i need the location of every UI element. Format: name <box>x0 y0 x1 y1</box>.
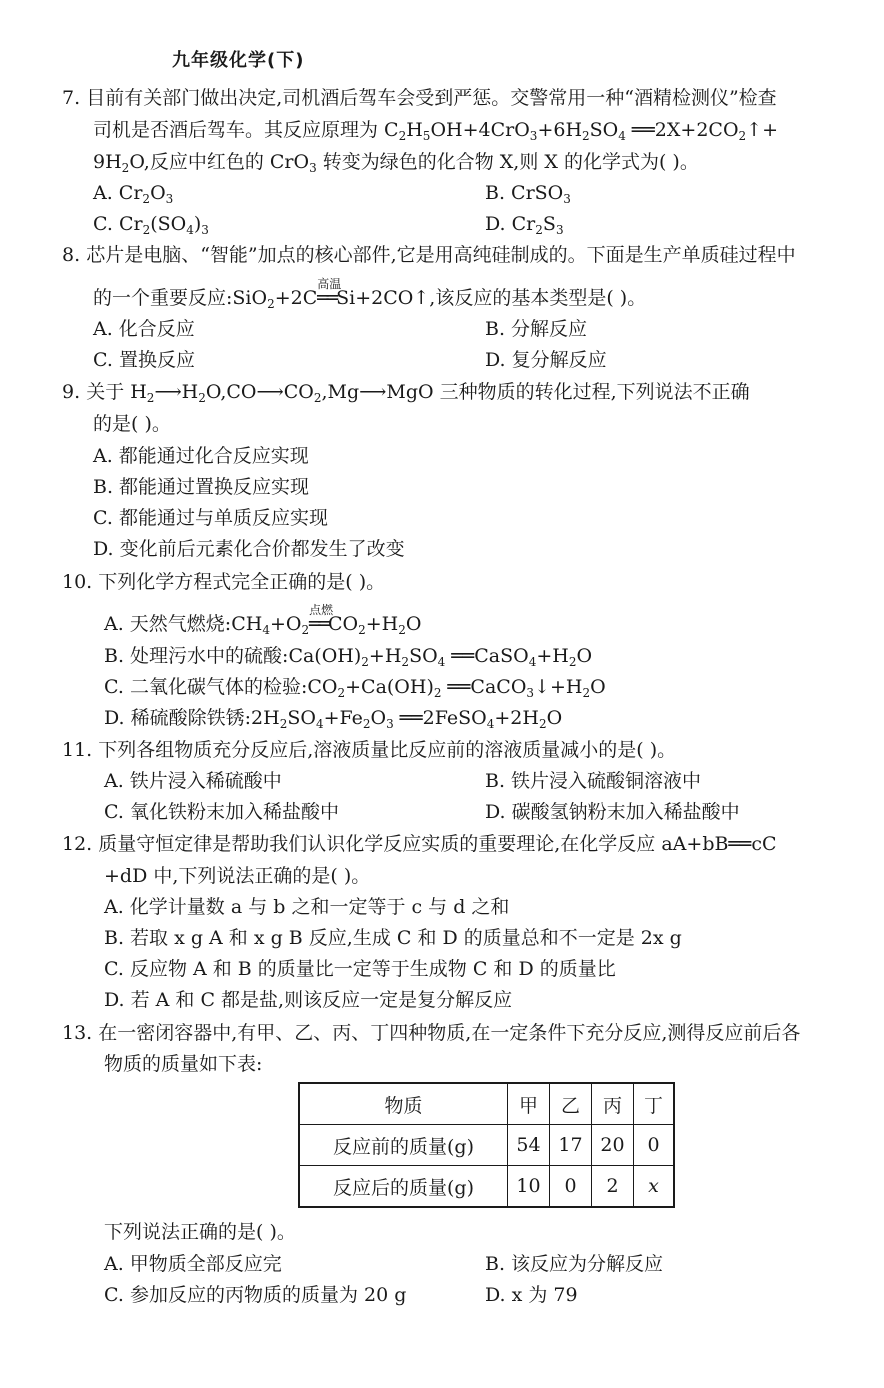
q8-option-b[interactable]: B. 分解反应 <box>485 318 588 340</box>
q13-line2: 物质的质量如下表: <box>104 1053 263 1075</box>
q8-number: 8. <box>62 244 81 266</box>
q12-number: 12. <box>62 833 93 855</box>
q10-option-b[interactable]: B. 处理污水中的硫酸$:Ca(OH)_2+H_2SO_4$ $══CaSO_4+H_2O$ <box>104 645 593 669</box>
q9-line2: 的是( )。 <box>93 413 171 435</box>
q8-option-a[interactable]: A. 化合反应 <box>93 318 195 340</box>
table-header-cell: 丙 <box>592 1083 634 1125</box>
q7-option-c[interactable]: C. $Cr_2(SO_4)_3$ <box>93 213 209 237</box>
q7-line2: 司机是否酒后驾车。其反应原理为 $C_2H_5OH+4CrO_3+6H_2SO_4$ $══2X+2CO_2↑+$ <box>93 119 779 143</box>
q7-option-a[interactable]: A. $Cr_2O_3$ <box>93 182 174 206</box>
table-row <box>299 1125 674 1166</box>
table-cell: 17 <box>550 1125 592 1166</box>
q10-option-a[interactable]: A. 天然气燃烧$:CH_4+O_2$ 点燃 $══CO_2+H_2O$ <box>104 603 422 637</box>
q8-condition: 高温 ══ <box>317 277 342 309</box>
q8-option-c[interactable]: C. 置换反应 <box>93 349 195 371</box>
q7-line3: $9H_2O$,反应中红色的 CrO$_3$ 转变为绿色的化合物 X,则 X 的化学式为( )。 <box>93 151 699 175</box>
q13-option-c[interactable]: C. 参加反应的丙物质的质量为 20 g <box>104 1284 407 1306</box>
q7-number: 7. <box>62 87 81 109</box>
table-cell: 反应后的质量(g) <box>299 1166 508 1208</box>
table-cell: 0 <box>634 1125 675 1166</box>
q13-option-d[interactable]: D. x 为 79 <box>485 1284 578 1306</box>
q13-option-a[interactable]: A. 甲物质全部反应完 <box>104 1253 282 1275</box>
table-header-cell: 乙 <box>550 1083 592 1125</box>
q7-option-d[interactable]: D. $Cr_2S_3$ <box>485 213 564 237</box>
q12-option-c[interactable]: C. 反应物 A 和 B 的质量比一定等于生成物 C 和 D 的质量比 <box>104 958 616 980</box>
q13-option-b[interactable]: B. 该反应为分解反应 <box>485 1253 664 1275</box>
q12-option-b[interactable]: B. 若取 x g A 和 x g B 反应,生成 C 和 D 的质量总和不一定是 2x g <box>104 927 682 949</box>
table-header-cell: 丁 <box>634 1083 675 1125</box>
q10-number: 10. <box>62 571 93 593</box>
q11-option-c[interactable]: C. 氧化铁粉末加入稀盐酸中 <box>104 801 339 823</box>
q10-stem: 10. 下列化学方程式完全正确的是( )。 <box>62 571 386 593</box>
q10-option-c[interactable]: C. 二氧化碳气体的检验$:CO_2+Ca(OH)_2$ $══CaCO_3↓+H_2O$ <box>104 676 606 700</box>
q11-option-b[interactable]: B. 铁片浸入硫酸铜溶液中 <box>485 770 702 792</box>
q8-option-d[interactable]: D. 复分解反应 <box>485 349 607 371</box>
q8-line2: 的一个重要反应:SiO$_2$+2C 高温 ══Si+2CO↑,该反应的基本类型是( )。 <box>93 277 647 311</box>
q9-number: 9. <box>62 381 81 403</box>
q13-number: 13. <box>62 1022 93 1044</box>
q9-option-b[interactable]: B. 都能通过置换反应实现 <box>93 476 310 498</box>
q9-option-d[interactable]: D. 变化前后元素化合价都发生了改变 <box>93 538 405 560</box>
q11-option-d[interactable]: D. 碳酸氢钠粉末加入稀盐酸中 <box>485 801 740 823</box>
q13-stem: 下列说法正确的是( )。 <box>104 1221 296 1243</box>
table-header-row <box>299 1083 674 1125</box>
q11-option-a[interactable]: A. 铁片浸入稀硫酸中 <box>104 770 282 792</box>
q12-line1: 12. 质量守恒定律是帮助我们认识化学反应实质的重要理论,在化学反应 aA+bB══cC <box>62 833 777 855</box>
q13-line1: 13. 在一密闭容器中,有甲、乙、丙、丁四种物质,在一定条件下充分反应,测得反应前后各 <box>62 1022 801 1044</box>
q12-option-a[interactable]: A. 化学计量数 a 与 b 之和一定等于 c 与 d 之和 <box>104 896 510 918</box>
q10-option-d[interactable]: D. 稀硫酸除铁锈$:2H_2SO_4+Fe_2O_3$ $══2FeSO_4+2H_2O$ <box>104 707 563 731</box>
table-cell: 54 <box>508 1125 550 1166</box>
page-header: 九年级化学(下) <box>172 50 305 71</box>
table-cell: 20 <box>592 1125 634 1166</box>
table-cell: 0 <box>550 1166 592 1208</box>
q7-option-b[interactable]: B. CrSO$_3$ <box>485 182 571 206</box>
q10-condition: 点燃 ══ <box>309 603 334 635</box>
mass-table <box>298 1082 675 1208</box>
q8-line1: 8. 芯片是电脑、“智能”加点的核心部件,它是用高纯硅制成的。下面是生产单质硅过程中 <box>62 244 796 266</box>
q7-line1: 7. 目前有关部门做出决定,司机酒后驾车会受到严惩。交警常用一种“酒精检测仪”检查 <box>62 87 777 109</box>
q9-option-a[interactable]: A. 都能通过化合反应实现 <box>93 445 309 467</box>
table-cell: 反应前的质量(g) <box>299 1125 508 1166</box>
q9-line1: 9. 关于 $H_2⟶H_2O,CO⟶CO_2,Mg⟶MgO$ 三种物质的转化过程,下列说法不正确 <box>62 381 750 405</box>
table-cell: 10 <box>508 1166 550 1208</box>
q12-line2: +dD 中,下列说法正确的是( )。 <box>104 865 371 887</box>
table-cell: x <box>634 1166 675 1208</box>
q11-stem: 11. 下列各组物质充分反应后,溶液质量比反应前的溶液质量减小的是( )。 <box>62 739 677 761</box>
table-row <box>299 1166 674 1208</box>
table-header-cell: 物质 <box>299 1083 508 1125</box>
q12-option-d[interactable]: D. 若 A 和 C 都是盐,则该反应一定是复分解反应 <box>104 989 513 1011</box>
table-header-cell: 甲 <box>508 1083 550 1125</box>
q11-number: 11. <box>62 739 93 761</box>
table-cell: 2 <box>592 1166 634 1208</box>
q9-option-c[interactable]: C. 都能通过与单质反应实现 <box>93 507 328 529</box>
